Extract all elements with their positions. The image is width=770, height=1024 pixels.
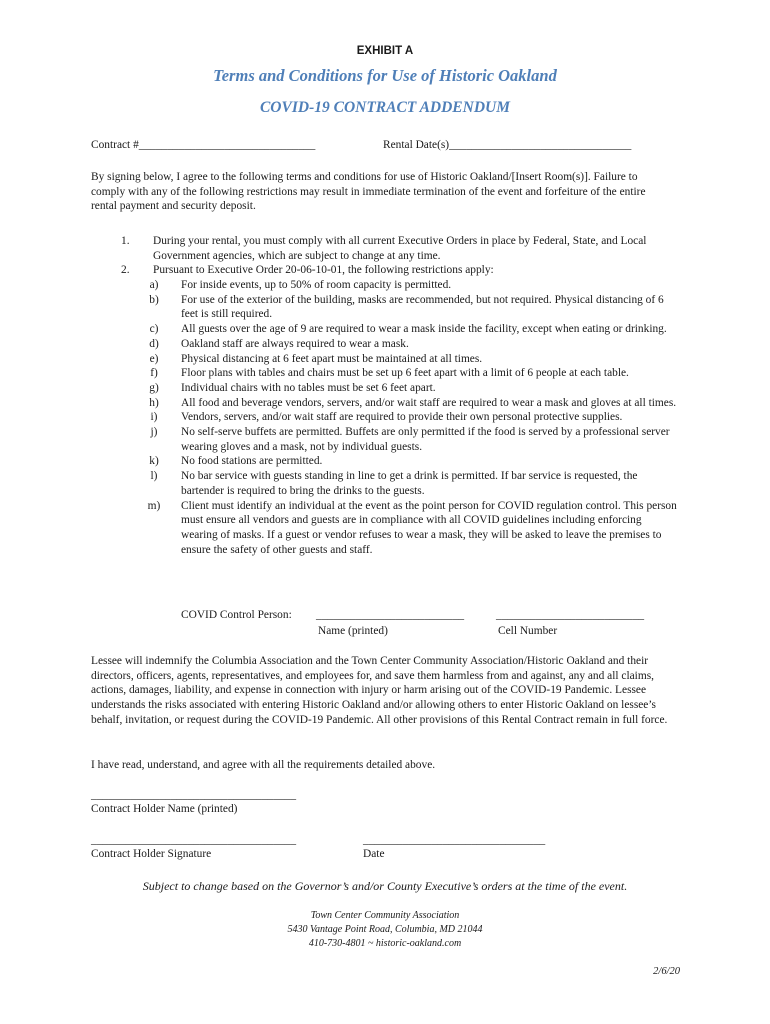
restriction-item bbox=[91, 278, 681, 293]
name-printed-caption: Name (printed) bbox=[318, 625, 388, 637]
restriction-text: For inside events, up to 50% of room capacity is permitted. bbox=[181, 279, 452, 291]
restriction-text: Individual chairs with no tables must be set 6 feet apart. bbox=[181, 381, 436, 394]
restriction-text: No bar service with guests standing in line to get a drink is permitted. If bar service is requested, the bartender is required to bring the drinks to the guests. bbox=[181, 470, 638, 497]
list-item-text: During your rental, you must comply with all current Executive Orders in place by Federal, State, and Local Government agencies, which are subject to change at any time. bbox=[153, 235, 647, 262]
holder-name-field[interactable]: ____________________________________ bbox=[91, 789, 297, 801]
org-contact: 410-730-4801 ~ historic-oakland.com bbox=[308, 938, 462, 949]
agreement-statement: I have read, understand, and agree with all the requirements detailed above. bbox=[91, 759, 436, 771]
restriction-label: d) bbox=[149, 337, 159, 350]
intro-paragraph: By signing below, I agree to the following terms and conditions for use of Historic Oakland/[Insert Room(s)]. Failure to comply with any of the following restrictions may result in immediate termination of the event and forfeiture of the entire rental payment and security deposit. bbox=[91, 171, 646, 213]
date-field[interactable]: ________________________________ bbox=[363, 834, 546, 846]
restriction-text: All guests over the age of 9 are required to wear a mask inside the facility, except when eating or drinking. bbox=[181, 323, 667, 336]
restriction-text: Oakland staff are always required to wear a mask. bbox=[181, 337, 409, 350]
rental-dates-field[interactable]: Rental Date(s)________________________________ bbox=[383, 139, 632, 151]
restriction-item bbox=[91, 396, 681, 411]
restriction-item bbox=[91, 454, 681, 469]
restriction-label: k) bbox=[149, 455, 159, 468]
list-item-text: Pursuant to Executive Order 20-06-10-01, the following restrictions apply: bbox=[153, 264, 494, 277]
restriction-item bbox=[91, 499, 681, 558]
indemnification-paragraph: Lessee will indemnify the Columbia Association and the Town Center Community Association/Historic Oakland and their directors, officers, agents, representatives, and employees for, and save them harmless from and against, any and all claims, actions, damages, liability, and expense in connection with injury or harm arising out of the COVID-19 Pandemic. Lessee understands the risks associated with entering Historic Oakland and/or allowing others to enter Historic Oakland on lessee’s behalf, invitation, or request during the COVID-19 Pandemic. All other provisions of this Rental Contract remain in full force. bbox=[91, 655, 668, 726]
restriction-item bbox=[91, 352, 681, 367]
document-subtitle: COVID-19 CONTRACT ADDENDUM bbox=[259, 99, 511, 116]
org-name: Town Center Community Association bbox=[310, 910, 460, 921]
restriction-text: No food stations are permitted. bbox=[181, 455, 323, 468]
restriction-text: Vendors, servers, and/or wait staff are required to provide their own personal protective supplies. bbox=[181, 411, 623, 424]
covid-control-cell-field[interactable]: __________________________ bbox=[496, 609, 645, 621]
holder-signature-caption: Contract Holder Signature bbox=[91, 848, 212, 860]
holder-signature-field[interactable]: ____________________________________ bbox=[91, 834, 297, 846]
restriction-text: All food and beverage vendors, servers, and/or wait staff are required to wear a mask and gloves at all times. bbox=[181, 396, 677, 409]
restriction-label: j) bbox=[150, 426, 158, 439]
restriction-item bbox=[91, 337, 681, 352]
restriction-text: Floor plans with tables and chairs must be set up 6 feet apart with a limit of 6 people at each table. bbox=[181, 367, 629, 380]
contract-number-field[interactable]: Contract #_______________________________ bbox=[91, 139, 316, 151]
covid-control-name-field[interactable]: __________________________ bbox=[316, 609, 465, 621]
restriction-label: f) bbox=[150, 367, 158, 380]
change-notice: Subject to change based on the Governor’s and/or County Executive’s orders at the time of the event. bbox=[142, 879, 628, 893]
numbered-list bbox=[91, 234, 681, 278]
list-item bbox=[91, 234, 681, 263]
holder-name-caption: Contract Holder Name (printed) bbox=[91, 803, 238, 815]
exhibit-label: EXHIBIT A bbox=[356, 45, 414, 57]
org-address: 5430 Vantage Point Road, Columbia, MD 21044 bbox=[287, 924, 483, 935]
covid-control-label: COVID Control Person: bbox=[181, 609, 292, 621]
restriction-label: b) bbox=[149, 293, 159, 306]
date-caption: Date bbox=[363, 848, 385, 860]
restriction-text: For use of the exterior of the building, masks are recommended, but not required. Physical distancing of 6 feet is still required. bbox=[181, 293, 664, 321]
cell-number-caption: Cell Number bbox=[498, 625, 558, 637]
restrictions-list bbox=[91, 278, 681, 557]
restriction-item bbox=[91, 425, 681, 454]
restriction-item bbox=[91, 381, 681, 396]
restriction-label: c) bbox=[149, 323, 159, 336]
list-item-number: 1. bbox=[121, 235, 130, 247]
document-title: Terms and Conditions for Use of Historic Oakland bbox=[213, 66, 557, 85]
list-item bbox=[91, 263, 681, 278]
restriction-item bbox=[91, 469, 681, 498]
restriction-item bbox=[91, 293, 681, 322]
restriction-text: Physical distancing at 6 feet apart must be maintained at all times. bbox=[181, 352, 483, 365]
restriction-text: No self-serve buffets are permitted. Buffets are only permitted if the food is served by a professional server wearing gloves and a mask, not by individual guests. bbox=[181, 426, 670, 453]
list-item-number: 2. bbox=[121, 264, 130, 277]
restriction-label: i) bbox=[150, 411, 158, 424]
revision-date: 2/6/20 bbox=[653, 966, 680, 977]
restriction-label: g) bbox=[149, 381, 159, 394]
restriction-label: l) bbox=[150, 470, 158, 483]
restriction-label: m) bbox=[147, 499, 161, 512]
restriction-item bbox=[91, 410, 681, 425]
restriction-text: Client must identify an individual at the event as the point person for COVID regulation control. This person must ensure all vendors and guests are in compliance with all COVID guidelines including enforcing wearing of masks. If a guest or vendor refuses to wear a mask, they will be asked to leave the premises to ensure the safety of other guests and staff. bbox=[181, 499, 677, 556]
restriction-item bbox=[91, 366, 681, 381]
restriction-label: h) bbox=[149, 396, 159, 409]
restriction-label: a) bbox=[149, 279, 159, 291]
restriction-label: e) bbox=[149, 352, 159, 365]
restriction-item bbox=[91, 322, 681, 337]
